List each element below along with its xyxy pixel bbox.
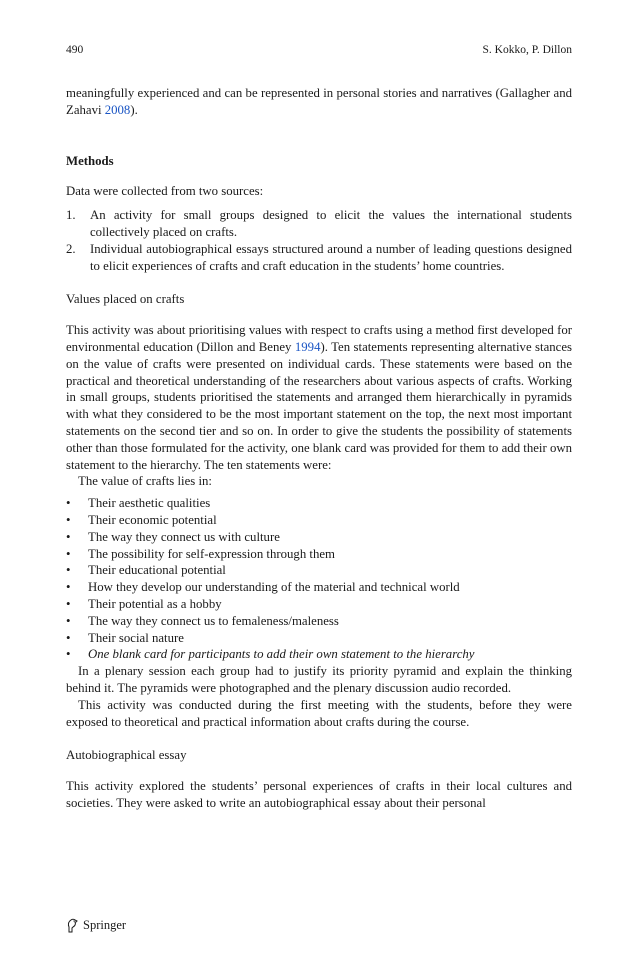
list-number: 2. [66, 241, 76, 256]
list-item-text: Individual autobiographical essays structured around a number of leading questions designed to elicit experiences of crafts and craft education in the students’ home countries. [90, 241, 572, 273]
intro-text: meaningfully experienced and can be represented in personal stories and narratives (Gallagher and Zahavi [66, 86, 572, 117]
bullet-icon: • [66, 546, 71, 561]
bullet-icon: • [66, 496, 71, 511]
bullet-icon: • [66, 580, 71, 595]
bullet-icon: • [66, 596, 71, 611]
list-item-text: An activity for small groups designed to elicit the values the international students collectively placed on crafts. [90, 208, 572, 239]
list-item-text: The possibility for self-expression through them [88, 546, 336, 561]
bullet-icon: • [66, 563, 71, 578]
list-item-text: Their economic potential [88, 512, 217, 527]
values-bullet-list [66, 495, 572, 663]
list-item-text: One blank card for participants to add their own statement to the hierarchy [88, 647, 475, 662]
list-item-text: The way they connect us to femaleness/maleness [88, 613, 339, 628]
bullet-icon: • [66, 647, 71, 662]
bullet-icon: • [66, 512, 71, 527]
list-item [66, 512, 572, 529]
values-heading: Values placed on crafts [66, 292, 185, 307]
list-item [66, 529, 572, 546]
citation-link-1994[interactable]: 1994 [294, 339, 321, 354]
timing-paragraph: This activity was conducted during the first meeting with the students, before they were exposed to theoretical and practical information about crafts during the course. [66, 697, 572, 729]
list-item-text: Their educational potential [88, 563, 226, 578]
list-item [66, 207, 572, 241]
publisher-name: Springer [83, 918, 127, 932]
running-authors: S. Kokko, P. Dillon [482, 44, 572, 56]
body-text [66, 85, 572, 812]
values-text: This activity was about prioritising values with respect to crafts using a method first developed for environmental education (Dillon and Beney [66, 323, 572, 354]
plenary-paragraph: In a plenary session each group had to justify its priority pyramid and explain the thinking behind it. The pyramids were photographed and the plenary discussion audio recorded. [66, 664, 572, 695]
page-number: 490 [66, 44, 84, 56]
intro-text-end: ). [130, 102, 138, 117]
list-item [66, 630, 572, 647]
bullet-icon: • [66, 613, 71, 628]
list-item [66, 646, 572, 663]
running-header [66, 44, 572, 56]
list-number: 1. [66, 208, 76, 223]
essay-heading: Autobiographical essay [66, 748, 187, 763]
values-paragraph [66, 322, 572, 473]
list-item-text: Their aesthetic qualities [88, 496, 211, 511]
list-item [66, 613, 572, 630]
bullet-icon: • [66, 630, 71, 645]
list-item-text: Their potential as a hobby [88, 596, 222, 611]
list-item [66, 241, 572, 275]
list-item-text: The way they connect us with culture [88, 529, 280, 544]
list-item [66, 562, 572, 579]
list-item [66, 579, 572, 596]
publisher-footer [66, 918, 126, 933]
bullet-icon: • [66, 529, 71, 544]
list-item [66, 546, 572, 563]
methods-heading: Methods [66, 153, 114, 168]
list-item-text: How they develop our understanding of the material and technical world [88, 580, 460, 595]
values-text-cont: ). Ten statements representing alternative stances on the value of crafts were presented on individual cards. These statements were based on the practical and theoretical understanding of the researchers about various aspects of crafts. Working in small groups, students prioritised the statements and arranged them hierarchically in pyramids with what they considered to be the most important statement on the top, the next most important statements on the second tier and so on. In order to give the students the possibility of statements other than those formulated for the activity, one blank card was provided for them to add their own statement to the hierarchy. The ten statements were: [66, 339, 572, 472]
springer-horse-icon [66, 918, 79, 933]
methods-intro: Data were collected from two sources: [66, 184, 264, 199]
list-item [66, 596, 572, 613]
essay-paragraph: This activity explored the students’ personal experiences of crafts in their local cultures and societies. They were asked to write an autobiographical essay about their personal [66, 779, 572, 810]
citation-link-2008[interactable]: 2008 [104, 102, 131, 117]
intro-paragraph [66, 85, 572, 119]
list-item-text: Their social nature [88, 630, 184, 645]
methods-list [66, 207, 572, 274]
list-item [66, 495, 572, 512]
values-lead: The value of crafts lies in: [78, 474, 212, 489]
